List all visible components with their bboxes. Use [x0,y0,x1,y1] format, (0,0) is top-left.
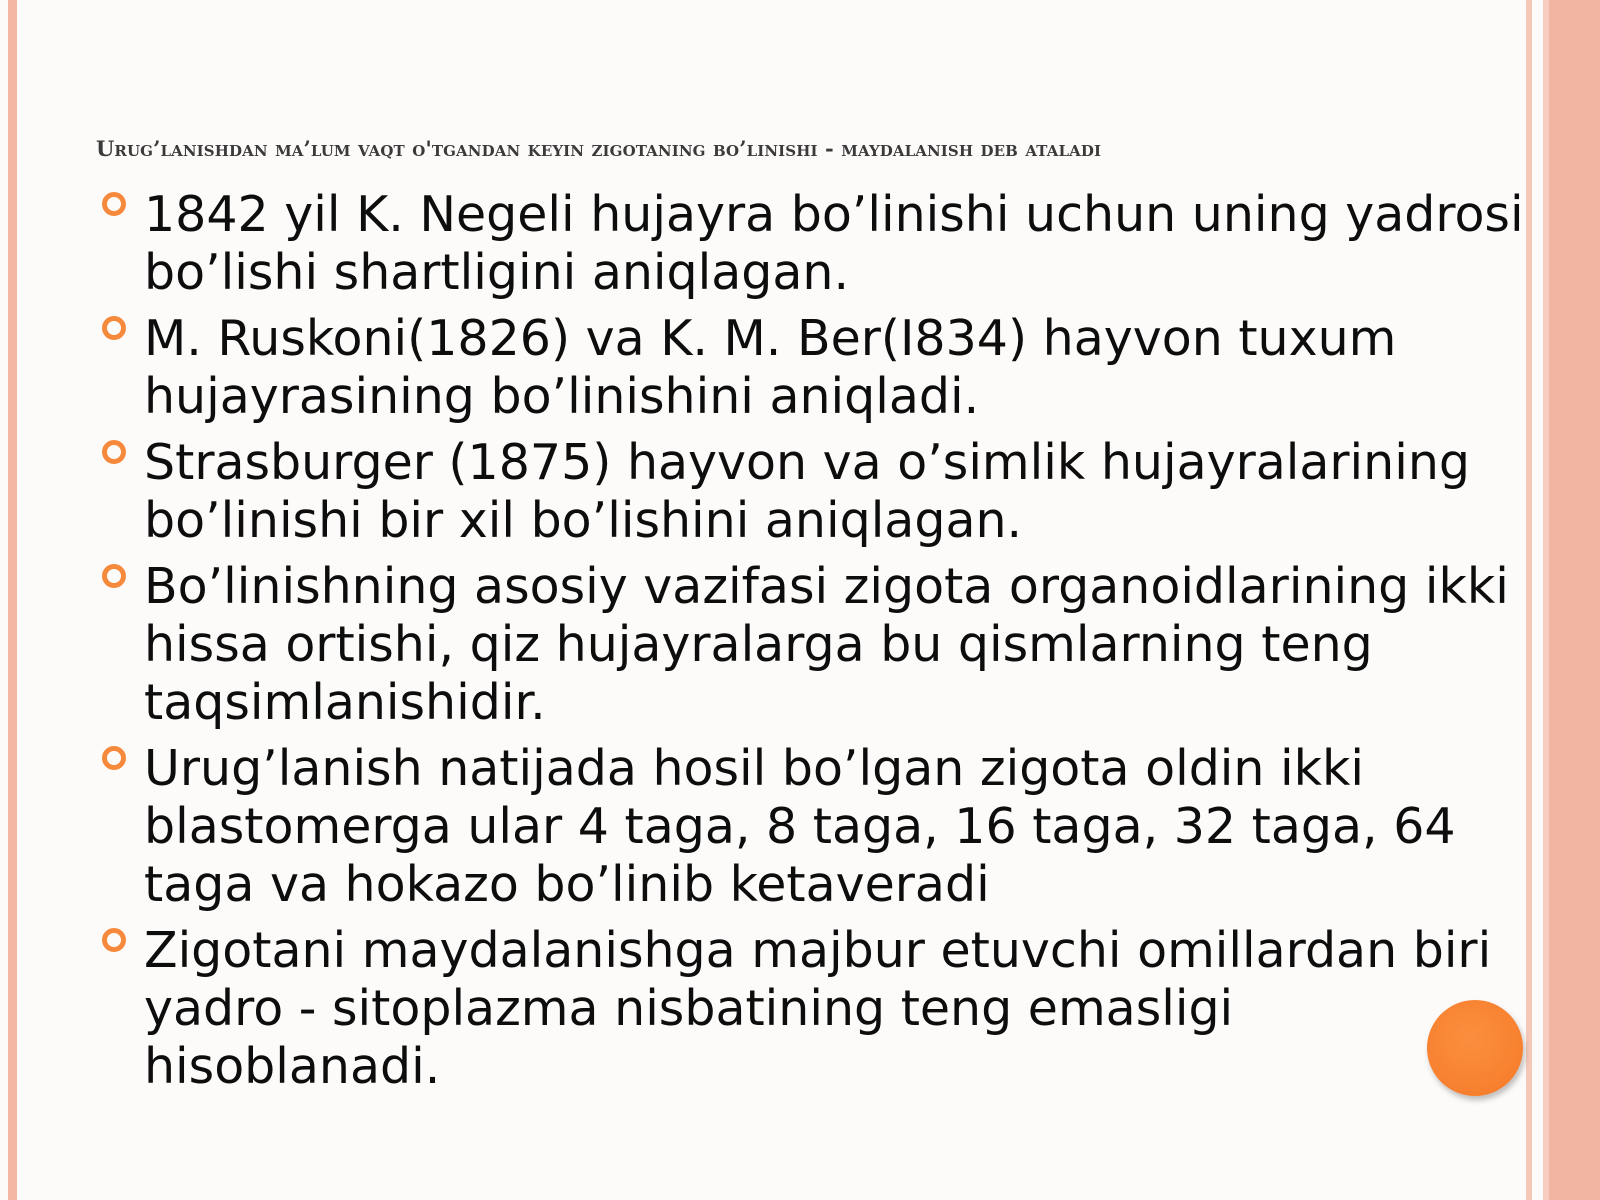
bullet-text: Bo’linishning asosiy vazifasi zigota organoidlarining ikki hissa ortishi, qiz hujayralarga bu qismlarning teng taqsimlanishidir. [144,558,1509,731]
bullet-text: Zigotani maydalanishga majbur etuvchi omillardan biri yadro - sitoplazma nisbatining teng emasligi hisoblanadi. [144,922,1492,1095]
bullet-item [96,310,1526,426]
bullet-item [96,434,1526,550]
ring-bullet-icon [102,440,126,464]
bullet-text: 1842 yil K. Negeli hujayra bo’linishi uchun uning yadrosi bo’lishi shartligini aniqlagan. [144,186,1524,301]
left-decorative-bar [8,0,17,1200]
slide-title: Urug’lanishdan ma’lum vaqt o'tgandan keyin zigotaning bo’linishi - maydalanish deb ataladi [96,136,1102,161]
ring-bullet-icon [102,928,126,952]
bullet-item [96,740,1526,914]
bullet-text: M. Ruskoni(1826) va K. M. Ber(I834) hayvon tuxum hujayrasining bo’linishini aniqladi. [144,310,1397,425]
orange-circle-decoration [1427,1000,1523,1096]
bullet-text: Strasburger (1875) hayvon va o’simlik hujayralarining bo’linishi bir xil bo’lishini aniqlagan. [144,434,1470,549]
ring-bullet-icon [102,746,126,770]
ring-bullet-icon [102,192,126,216]
bullet-item [96,922,1526,1096]
right-decorative-thin-bar [1526,0,1532,1200]
right-decorative-wide-bar [1543,0,1600,1200]
bullet-item [96,186,1526,302]
ring-bullet-icon [102,564,126,588]
ring-bullet-icon [102,316,126,340]
bullet-text: Urug’lanish natijada hosil bo’lgan zigota oldin ikki blastomerga ular 4 taga, 8 taga, 16 taga, 32 taga, 64 taga va hokazo bo’linib ketaveradi [144,740,1456,913]
bullet-list [96,186,1526,1104]
bullet-item [96,558,1526,732]
